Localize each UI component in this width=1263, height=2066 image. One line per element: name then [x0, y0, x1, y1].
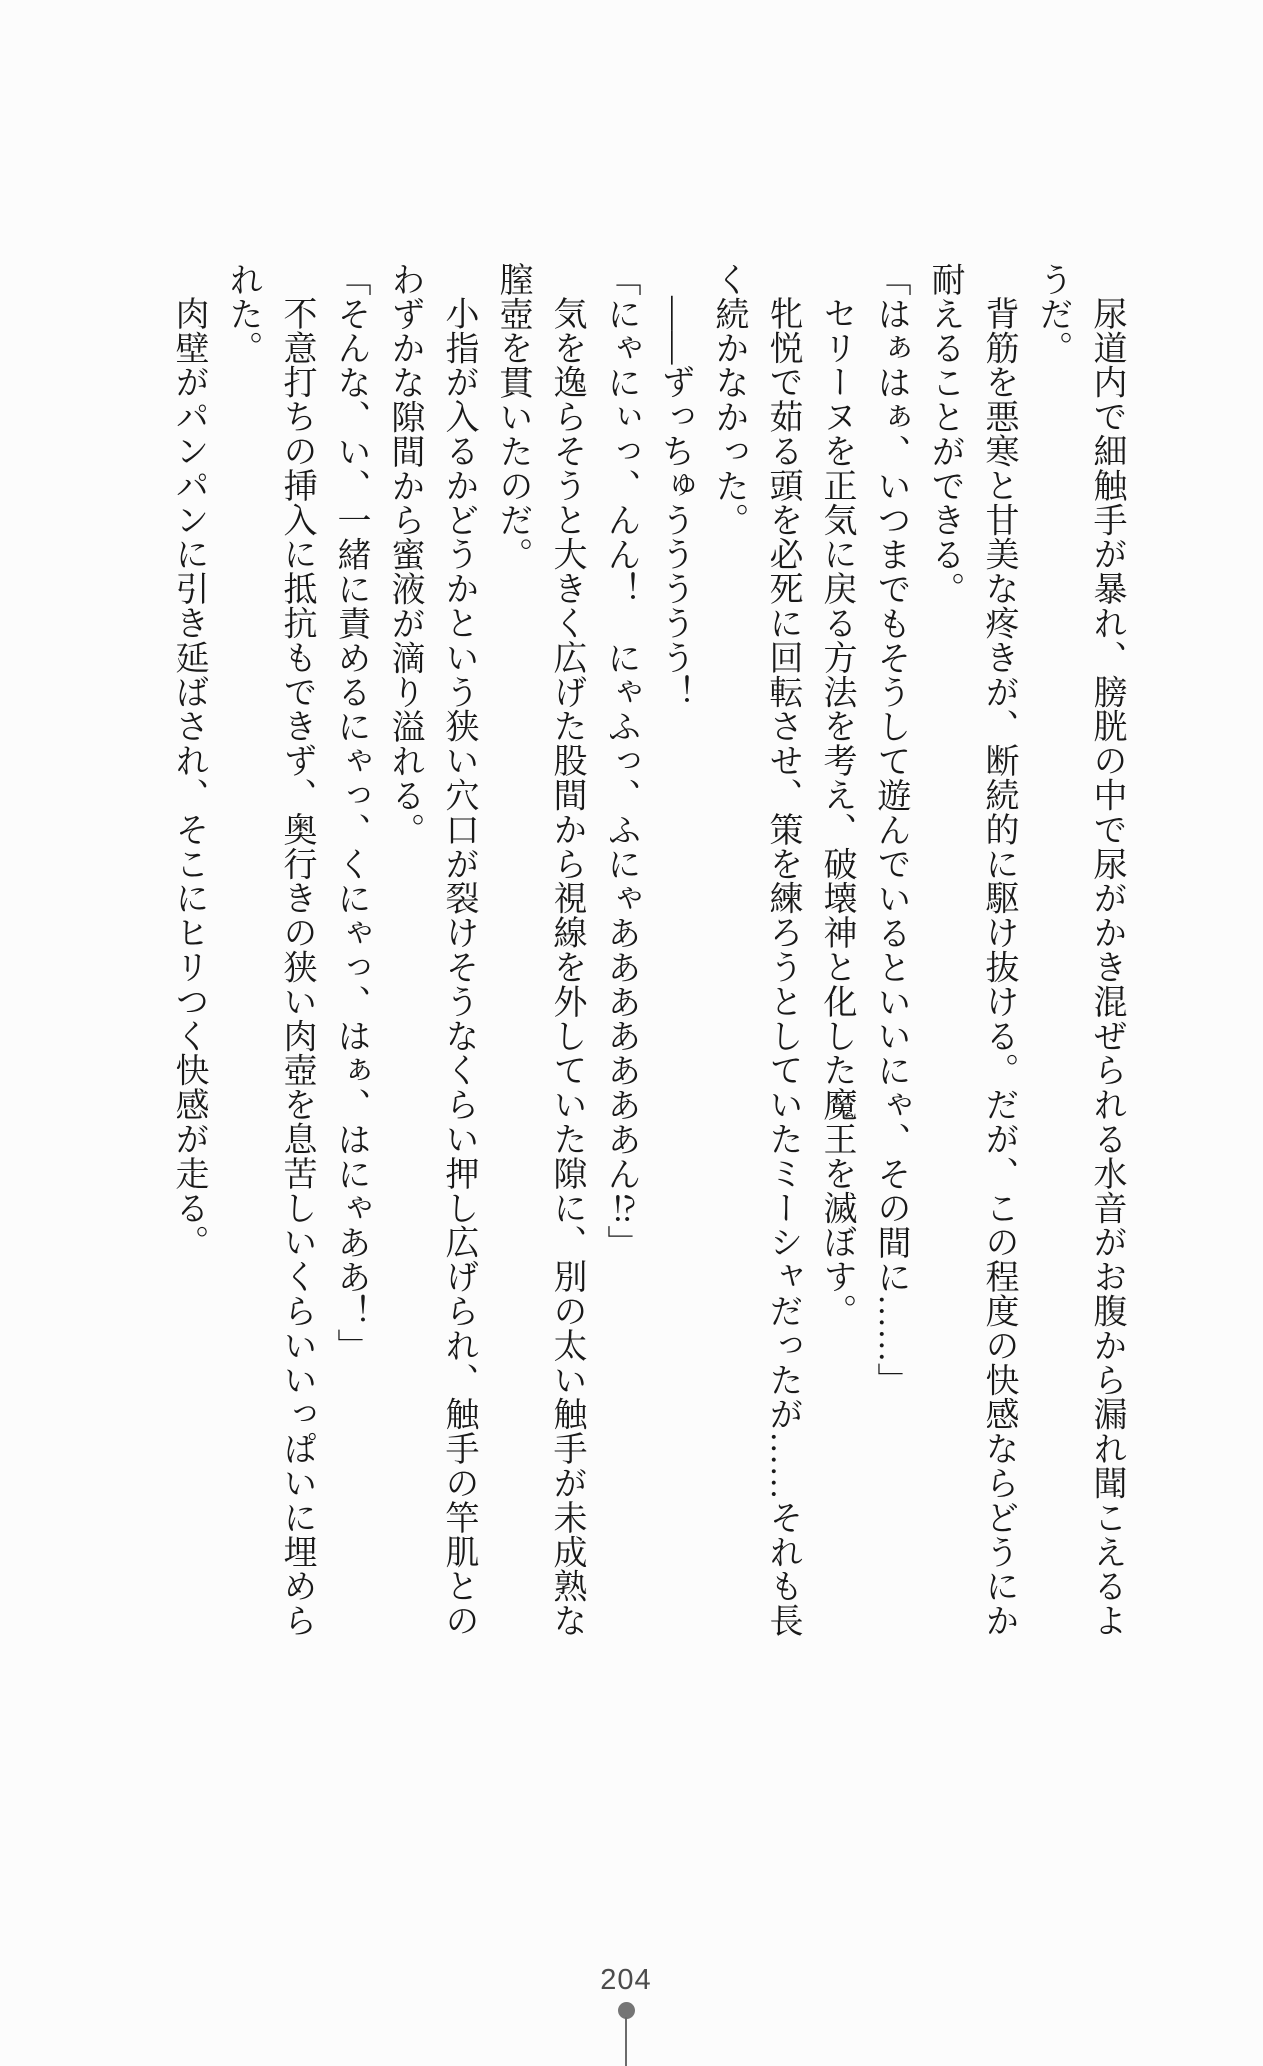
paragraph: 不意打ちの挿入に抵抗もできず、奥行きの狭い肉壺を息苦しいくらいいっぱいに埋められた。 — [224, 262, 315, 1638]
paragraph: 「はぁはぁ、いつまでもそうして遊んでいるといいにゃ、その間に……」 — [872, 262, 909, 1398]
paragraph: 気を逸らそうと大きく広げた股間から視線を外していた隙に、別の太い触手が未成熟な膣壺を貫いたのだ。 — [494, 262, 585, 1638]
page-number: 204 — [600, 1964, 652, 1996]
paragraph: 「にゃにぃっ、んん！ にゃふっ、ふにゃあああああああん⁉」 — [602, 262, 639, 1260]
paragraph: 肉壁がパンパンに引き延ばされ、そこにヒリつく快感が走る。 — [170, 296, 207, 1260]
paragraph: セリーヌを正気に戻る方法を考え、破壊神と化した魔王を滅ぼす。 — [818, 296, 855, 1329]
paragraph: ――ずっちゅううううう！ — [656, 296, 693, 710]
body-text — [161, 262, 1133, 1642]
paragraph: 背筋を悪寒と甘美な疼きが、断続的に駆け抜ける。だが、この程度の快感ならどうにか耐えることができる。 — [926, 262, 1017, 1638]
paragraph: 尿道内で細触手が暴れ、膀胱の中で尿がかき混ぜられる水音がお腹から漏れ聞こえるようだ。 — [1034, 262, 1125, 1638]
paragraph: 小指が入るかどうかという狭い穴口が裂けそうなくらい押し広げられ、触手の竿肌とのわずかな隙間から蜜液が滴り溢れる。 — [386, 262, 477, 1638]
paragraph: 牝悦で茹る頭を必死に回転させ、策を練ろうとしていたミーシャだったが……それも長く続かなかった。 — [710, 262, 801, 1638]
footer-line-ornament — [625, 2017, 627, 2066]
paragraph: 「そんな、い、一緒に責めるにゃっ、くにゃっ、はぁ、はにゃああ！」 — [332, 262, 369, 1363]
